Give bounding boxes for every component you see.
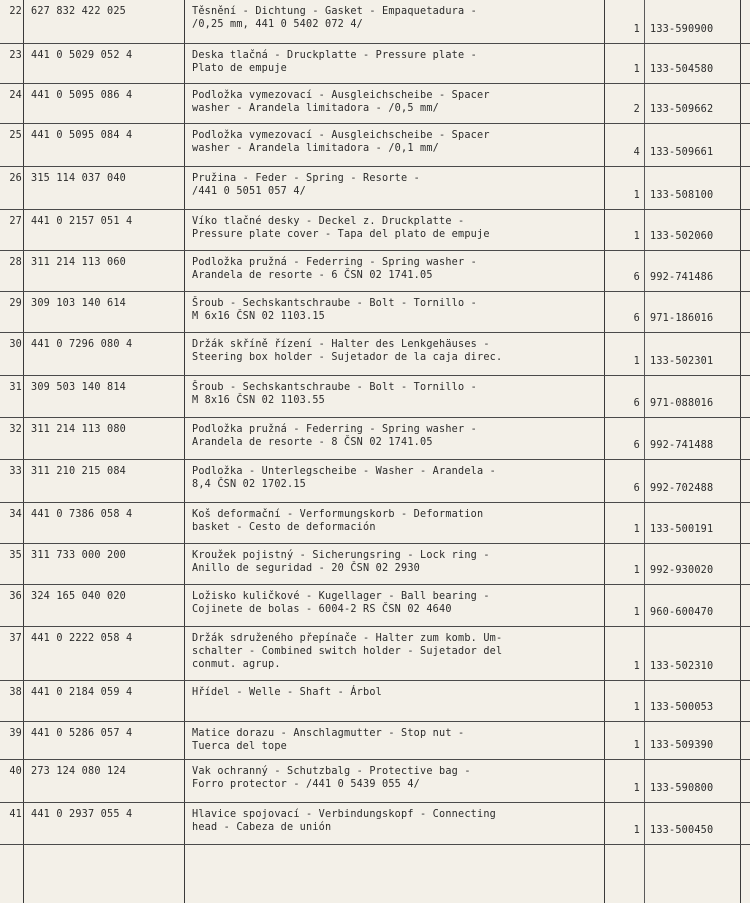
part-description: Hlavice spojovací - Verbindungskopf - Connecting head - Cabeza de unión [192,809,497,833]
part-description: Těsnění - Dichtung - Gasket - Empaquetadura - /0,25 mm, 441 0 5402 072 4/ [192,6,478,30]
order-code: 133-590800 [650,783,714,794]
order-code: 133-500450 [650,825,714,836]
part-number: 311 210 215 084 [31,466,127,477]
table-row [0,84,750,124]
order-code: 133-502310 [650,661,714,672]
quantity: 6 [633,272,640,283]
quantity: 1 [633,702,640,713]
quantity: 1 [633,64,640,75]
quantity: 1 [633,825,640,836]
quantity: 1 [633,607,640,618]
part-description: Šroub - Sechskantschraube - Bolt - Tornillo - M 8x16 ČSN 02 1103.55 [192,382,478,406]
table-row [0,544,750,585]
quantity: 6 [633,483,640,494]
order-code: 971-186016 [650,313,714,324]
part-number: 441 0 5095 086 4 [31,90,133,101]
part-description: Držák skříně řízení - Halter des Lenkgehäuses - Steering box holder - Sujetador de la caja direc. [192,339,503,363]
part-number: 441 0 2222 058 4 [31,633,133,644]
quantity: 4 [633,147,640,158]
part-description: Hřídel - Welle - Shaft - Árbol [192,687,383,698]
table-row [0,376,750,418]
part-description: Podložka vymezovací - Ausgleichscheibe - Spacer washer - Arandela limitadora - /0,1 mm/ [192,130,490,154]
part-number: 315 114 037 040 [31,173,127,184]
part-number: 627 832 422 025 [31,6,127,17]
part-number: 441 0 2184 059 4 [31,687,133,698]
position-number: 27 [9,216,22,227]
table-row [0,210,750,251]
quantity: 1 [633,740,640,751]
table-row [0,760,750,803]
part-description: Ložisko kuličkové - Kugellager - Ball bearing - Cojinete de bolas - 6004-2 RS ČSN 02 4640 [192,591,490,615]
table-row [0,627,750,681]
quantity: 1 [633,565,640,576]
table-row [0,0,750,44]
part-description: Vak ochranný - Schutzbalg - Protective bag - Forro protector - /441 0 5439 055 4/ [192,766,471,790]
part-number: 441 0 5286 057 4 [31,728,133,739]
part-description: Pružina - Feder - Spring - Resorte - /441 0 5051 057 4/ [192,173,421,197]
part-description: Matice dorazu - Anschlagmutter - Stop nut - Tuerca del tope [192,728,465,752]
order-code: 971-088016 [650,398,714,409]
part-description: Šroub - Sechskantschraube - Bolt - Tornillo - M 6x16 ČSN 02 1103.15 [192,298,478,322]
quantity: 1 [633,661,640,672]
order-code: 133-502060 [650,231,714,242]
order-code: 992-741488 [650,440,714,451]
order-code: 133-509390 [650,740,714,751]
table-row [0,460,750,503]
part-number: 441 0 7296 080 4 [31,339,133,350]
quantity: 6 [633,398,640,409]
table-row [0,681,750,722]
part-number: 309 503 140 814 [31,382,127,393]
quantity: 1 [633,190,640,201]
part-number: 311 214 113 080 [31,424,127,435]
part-description: Podložka pružná - Federring - Spring washer - Arandela de resorte - 8 ČSN 02 1741.05 [192,424,478,448]
order-code: 133-509662 [650,104,714,115]
position-number: 32 [9,424,22,435]
part-number: 309 103 140 614 [31,298,127,309]
table-row [0,44,750,84]
table-row [0,124,750,167]
position-number: 40 [9,766,22,777]
part-description: Podložka - Unterlegscheibe - Washer - Arandela - 8,4 ČSN 02 1702.15 [192,466,497,490]
table-row [0,803,750,845]
table-row [0,251,750,292]
quantity: 1 [633,783,640,794]
position-number: 25 [9,130,22,141]
part-number: 441 0 5029 052 4 [31,50,133,61]
part-description: Držák sdruženého přepínače - Halter zum komb. Um- schalter - Combined switch holder - Sujetador del conmut. agrup. [192,633,503,670]
order-code: 133-590900 [650,24,714,35]
table-row [0,167,750,210]
position-number: 29 [9,298,22,309]
part-description: Deska tlačná - Druckplatte - Pressure plate - Plato de empuje [192,50,478,74]
part-description: Podložka pružná - Federring - Spring washer - Arandela de resorte - 6 ČSN 02 1741.05 [192,257,478,281]
order-code: 133-502301 [650,356,714,367]
part-number: 441 0 7386 058 4 [31,509,133,520]
position-number: 36 [9,591,22,602]
position-number: 22 [9,6,22,17]
part-description: Koš deformační - Verformungskorb - Deformation basket - Cesto de deformación [192,509,484,533]
order-code: 133-504580 [650,64,714,75]
table-row [0,722,750,760]
part-description: Kroužek pojistný - Sicherungsring - Lock ring - Anillo de seguridad - 20 ČSN 02 2930 [192,550,490,574]
part-number: 311 214 113 060 [31,257,127,268]
position-number: 41 [9,809,22,820]
part-number: 273 124 080 124 [31,766,127,777]
quantity: 2 [633,104,640,115]
position-number: 24 [9,90,22,101]
quantity: 1 [633,356,640,367]
position-number: 34 [9,509,22,520]
table-row [0,585,750,627]
order-code: 133-500191 [650,524,714,535]
part-number: 441 0 5095 084 4 [31,130,133,141]
order-code: 992-930020 [650,565,714,576]
quantity: 1 [633,24,640,35]
position-number: 28 [9,257,22,268]
part-description: Víko tlačné desky - Deckel z. Druckplatte - Pressure plate cover - Tapa del plato de empuje [192,216,490,240]
part-number: 311 733 000 200 [31,550,127,561]
position-number: 35 [9,550,22,561]
order-code: 992-741486 [650,272,714,283]
position-number: 37 [9,633,22,644]
order-code: 133-500053 [650,702,714,713]
table-row [0,292,750,333]
quantity: 6 [633,440,640,451]
order-code: 992-702488 [650,483,714,494]
position-number: 23 [9,50,22,61]
part-number: 441 0 2937 055 4 [31,809,133,820]
table-row [0,333,750,376]
quantity: 1 [633,231,640,242]
table-row [0,418,750,460]
order-code: 133-508100 [650,190,714,201]
position-number: 39 [9,728,22,739]
part-number: 441 0 2157 051 4 [31,216,133,227]
part-description: Podložka vymezovací - Ausgleichscheibe - Spacer washer - Arandela limitadora - /0,5 mm/ [192,90,490,114]
position-number: 33 [9,466,22,477]
position-number: 30 [9,339,22,350]
position-number: 38 [9,687,22,698]
part-number: 324 165 040 020 [31,591,127,602]
position-number: 31 [9,382,22,393]
quantity: 6 [633,313,640,324]
order-code: 960-600470 [650,607,714,618]
position-number: 26 [9,173,22,184]
table-row [0,503,750,544]
order-code: 133-509661 [650,147,714,158]
quantity: 1 [633,524,640,535]
